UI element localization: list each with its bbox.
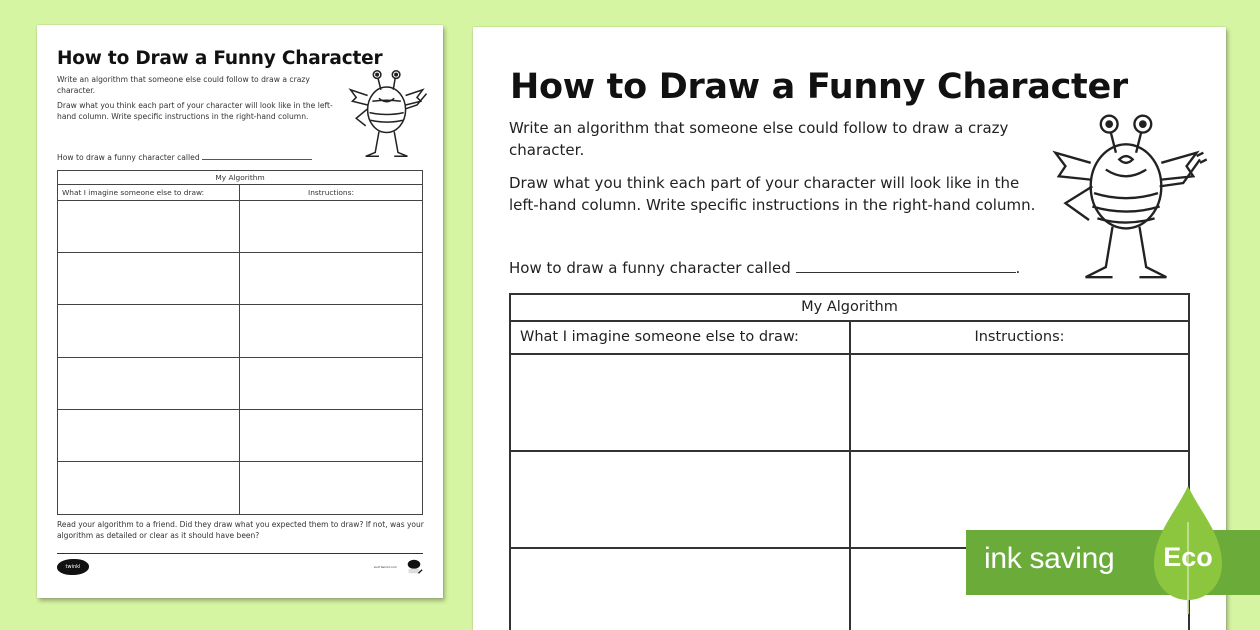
monster-icon [1041, 109, 1211, 294]
table-row [58, 201, 422, 253]
site-text: visit twinkl.com [373, 565, 397, 569]
name-blank [796, 259, 1016, 273]
draw-cell [58, 462, 240, 514]
draw-cell [511, 452, 851, 547]
worksheet-title: How to Draw a Funny Character [510, 67, 1128, 107]
intro-paragraph-1: Write an algorithm that someone else could follow to draw a crazy character. [509, 119, 1009, 159]
instructions-cell [240, 358, 422, 409]
table-row [58, 305, 422, 357]
table-caption: My Algorithm [58, 171, 422, 185]
monster-icon [341, 67, 436, 162]
intro-paragraph-1: Write an algorithm that someone else could follow to draw a crazy character. [57, 75, 310, 95]
draw-cell [58, 358, 240, 409]
instructions-cell [240, 462, 422, 514]
table-caption: My Algorithm [511, 295, 1188, 322]
draw-cell [511, 549, 851, 630]
table-row [58, 410, 422, 462]
worksheet-thumbnail[interactable] [37, 25, 443, 598]
called-label: How to draw a funny character called [509, 259, 791, 277]
draw-cell [58, 410, 240, 461]
table-row [58, 462, 422, 514]
character-name-line [509, 259, 1020, 277]
name-blank [202, 152, 312, 160]
instructions-cell [240, 410, 422, 461]
column-header-draw: What I imagine someone else to draw: [58, 185, 240, 200]
ink-saving-label: ink saving [984, 542, 1115, 575]
instructions-cell [240, 253, 422, 304]
table-row [58, 358, 422, 410]
footer-divider [57, 553, 423, 554]
column-header-instructions: Instructions: [974, 329, 1065, 345]
column-header-draw: What I imagine someone else to draw: [511, 322, 851, 353]
algorithm-table [57, 170, 423, 515]
column-header-instructions: Instructions: [308, 188, 354, 197]
worksheet-title: How to Draw a Funny Character [57, 48, 383, 69]
draw-cell [511, 355, 851, 450]
called-suffix: . [1015, 259, 1021, 277]
table-row [58, 253, 422, 305]
eco-label: Eco [1163, 542, 1213, 572]
leaf-drop-icon [1148, 482, 1228, 620]
intro-paragraph-2: Draw what you think each part of your character will look like in the left-hand column. Write specific instructions in the right-hand column. [509, 174, 1036, 214]
instructions-cell [240, 201, 422, 252]
called-label: How to draw a funny character called [57, 153, 200, 162]
eco-stamp-icon [405, 558, 423, 576]
draw-cell [58, 201, 240, 252]
instructions-cell [851, 355, 1188, 450]
draw-cell [58, 305, 240, 356]
draw-cell [58, 253, 240, 304]
twinkl-logo: twinkl [57, 559, 89, 575]
instructions-cell [240, 305, 422, 356]
table-header-row [511, 322, 1188, 355]
reflection-question: Read your algorithm to a friend. Did they draw what you expected them to draw? If not, was your algorithm as detailed or clear as it should have been? [57, 520, 424, 540]
table-row [511, 355, 1188, 452]
intro-paragraph-2: Draw what you think each part of your character will look like in the left-hand column. Write specific instructions in the right-hand column. [57, 101, 333, 121]
character-name-line [57, 152, 377, 164]
table-header-row [58, 185, 422, 201]
